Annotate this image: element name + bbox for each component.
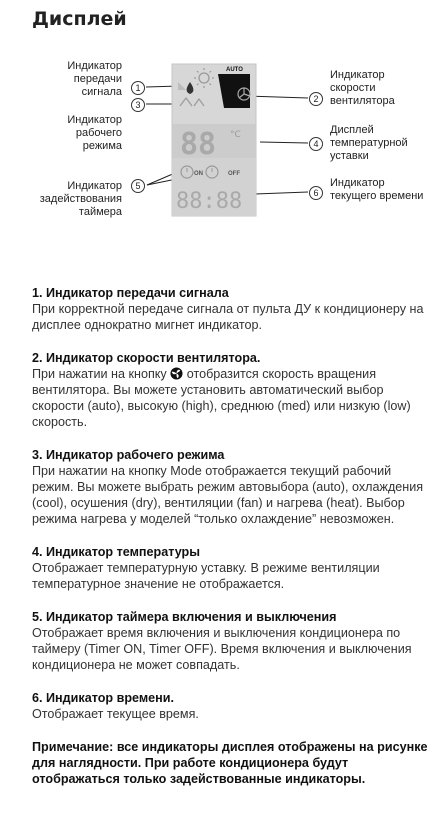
callout-2: 2 xyxy=(309,92,323,106)
lcd-on-label: ON xyxy=(194,171,203,177)
section-heading: 6. Индикатор времени. xyxy=(32,691,175,705)
callout-6: 6 xyxy=(309,186,323,200)
label-mode-indicator: Индикатор рабочего режима xyxy=(67,114,122,152)
section-time xyxy=(32,690,432,722)
callout-5: 5 xyxy=(131,179,145,193)
section-text: При корректной передаче сигнала от пульта ДУ к кондиционеру на дисплее однократно мигнет индикатор. xyxy=(32,302,424,332)
section-text xyxy=(32,366,432,430)
callout-4: 4 xyxy=(309,137,323,151)
section-text: Отображает время включения и выключения кондиционера по таймеру (Timer ON, Timer OFF). Время включения и выключения кондиционера не может совпадать. xyxy=(32,626,412,672)
section-text: Отображает температурную уставку. В режиме вентиляции температурное значение не отображается. xyxy=(32,561,380,591)
section-signal xyxy=(32,285,432,333)
section-text-part: При нажатии на кнопку xyxy=(32,367,171,381)
section-fan xyxy=(32,350,432,430)
lcd-off-label: OFF xyxy=(228,171,240,177)
section-heading: 5. Индикатор таймера включения и выключения xyxy=(32,610,337,624)
label-signal-indicator: Индикатор передачи сигнала xyxy=(67,60,122,98)
note-text: Примечание: все индикаторы дисплея отображены на рисунке для наглядности. При работе кондиционера будут отображаться только задействованные индикаторы. xyxy=(32,740,428,786)
lcd-temp-unit: °C xyxy=(230,130,241,140)
section-text-part: отобразится скорость вращения вентилятора. Вы можете установить автоматический выбор скорости (auto), высокую (high), среднюю (med) или низкую (low) скорость. xyxy=(32,367,411,429)
section-heading: 3. Индикатор рабочего режима xyxy=(32,448,225,462)
label-time-indicator: Индикатор текущего времени xyxy=(330,177,424,202)
display-diagram xyxy=(0,52,447,284)
lcd-drawing xyxy=(0,52,447,284)
label-timer-indicator: Индикатор задействования таймера xyxy=(39,180,122,218)
description-content xyxy=(32,285,432,787)
section-temperature xyxy=(32,544,432,592)
section-text: При нажатии на кнопку Mode отображается текущий рабочий режим. Вы можете выбрать режим автовыбора (auto), охлаждения (cool), осушения (dry), вентиляции (fan) и нагрева (heat). Выбор режима нагрева у моделей “только охлаждение” невозможен. xyxy=(32,464,424,526)
section-timer xyxy=(32,609,432,673)
section-heading: 2. Индикатор скорости вентилятора. xyxy=(32,351,261,365)
label-temp-display: Дисплей температурной уставки xyxy=(330,124,408,162)
section-heading: 1. Индикатор передачи сигнала xyxy=(32,286,229,300)
fan-icon xyxy=(170,367,183,380)
page-title: Дисплей xyxy=(32,8,127,30)
lcd-auto-label: AUTO xyxy=(226,67,243,73)
label-fan-indicator: Индикатор скорости вентилятора xyxy=(330,69,395,107)
callout-1: 1 xyxy=(131,81,145,95)
lcd-time-digits: 88:88 xyxy=(176,189,243,214)
section-text: Отображает текущее время. xyxy=(32,707,199,721)
lcd-temp-digits: 88 xyxy=(180,127,217,162)
callout-3: 3 xyxy=(131,98,145,112)
section-mode xyxy=(32,447,432,527)
section-heading: 4. Индикатор температуры xyxy=(32,545,200,559)
